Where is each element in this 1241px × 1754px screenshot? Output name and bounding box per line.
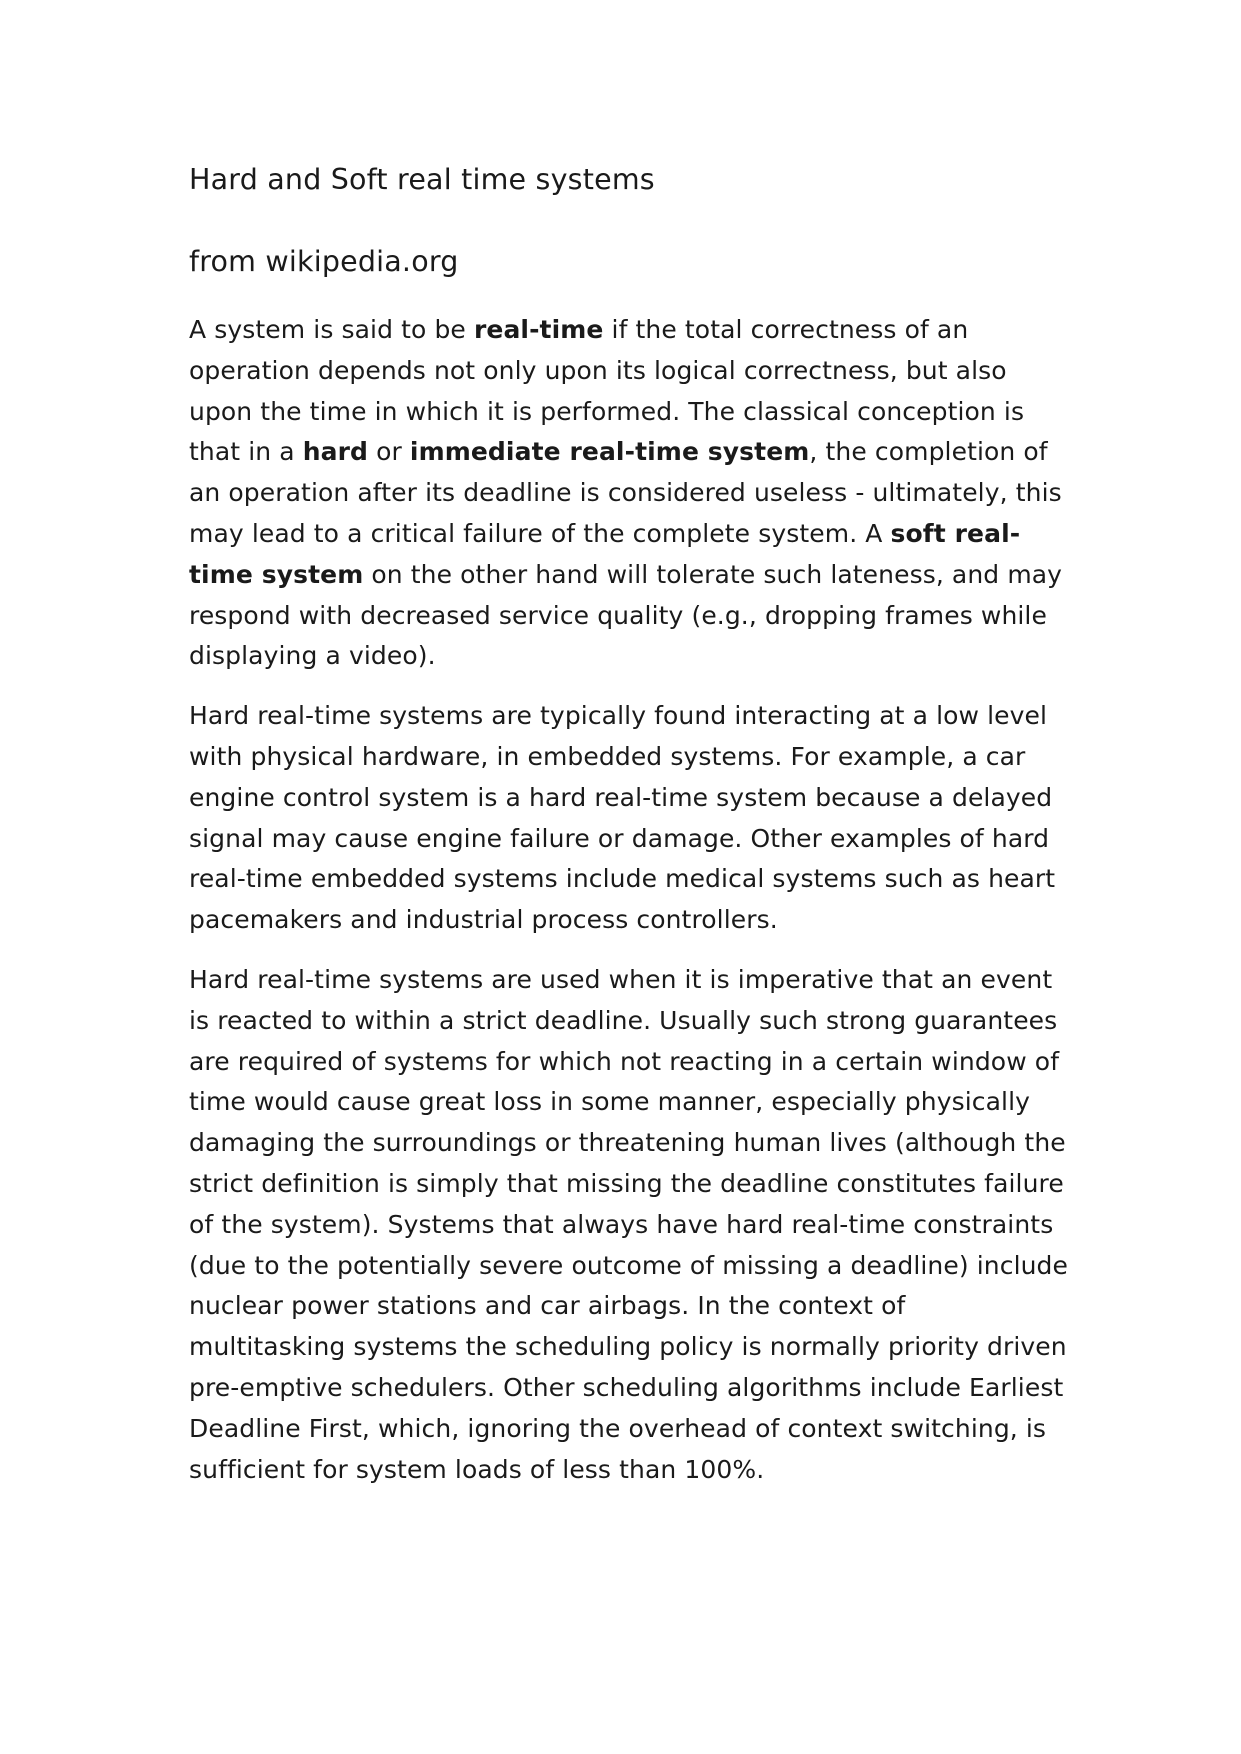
text-span: Hard real-time systems are typically found interacting at a low level with physical hardware, in embedded systems. For example, a car engine control system is a hard real-time system because a delayed signal may cause engine failure or damage. Other examples of hard real-time embedded systems include medical systems such as heart pacemakers and industrial process controllers. (189, 701, 1056, 935)
text-span: or (368, 437, 410, 467)
bold-term: hard (302, 437, 369, 467)
document-title: Hard and Soft real time systems (189, 163, 655, 196)
text-span: Hard real-time systems are used when it is imperative that an event is reacted to within a strict deadline. Usually such strong guarantees are required of systems for which not reacting in a certain window of time would cause great loss in some manner, especially physically damaging the surroundings or threatening human lives (although the strict definition is simply that missing the deadline constitutes failure of the system). Systems that always have hard real-time constraints (due to the potentially severe outcome of missing a deadline) include nuclear power stations and car airbags. In the context of multitasking systems the scheduling policy is normally priority driven pre-emptive schedulers. Other scheduling algorithms include Earliest Deadline First, which, ignoring the overhead of context switching, is sufficient for system loads of less than 100%. (189, 964, 1069, 1484)
paragraph-1 (189, 310, 1069, 677)
text-span: A system is said to be (189, 315, 474, 344)
bold-term: real-time (473, 315, 604, 344)
text-span: if the total correctness of an operation depends not only upon its logical correctness, but also upon the time in which it is performed. The classical conception is that in a (189, 315, 1025, 467)
text-span: on the other hand will tolerate such lateness, and may respond with decreased service quality (e.g., dropping frames while displaying a video). (189, 559, 1063, 671)
document-page (189, 160, 1069, 1509)
paragraph-3 (189, 960, 1069, 1490)
bold-term: immediate real-time system (409, 437, 810, 467)
document-source: from wikipedia.org (189, 245, 459, 278)
bold-term: soft real-time system (189, 518, 1021, 589)
text-span: , the completion of an operation after its deadline is considered useless - ultimately, this may lead to a critical failure of the complete system. A (189, 437, 1062, 548)
paragraph-2 (189, 696, 1069, 941)
